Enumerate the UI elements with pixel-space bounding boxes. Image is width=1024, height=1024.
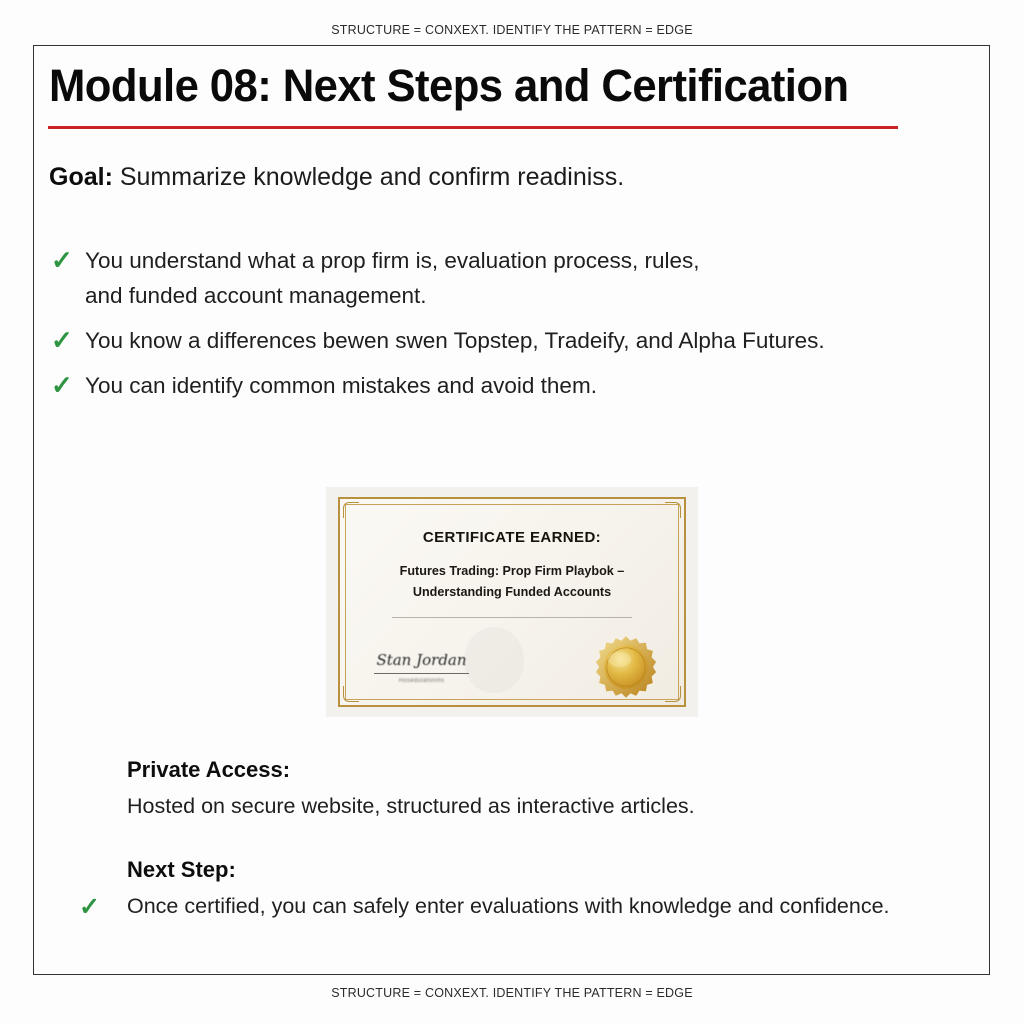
list-item-line-1: You understand what a prop firm is, evaluation process, rules, [85, 248, 700, 273]
certificate-course-title [366, 561, 658, 603]
goal-text: Summarize knowledge and confirm readiniss. [112, 163, 625, 191]
list-item-line-2: and funded account management. [85, 283, 427, 308]
checklist [49, 243, 939, 413]
certificate-corner-top-right [665, 502, 681, 518]
page-title: Module 08: Next Steps and Certification [49, 60, 849, 111]
private-access-section [127, 757, 927, 821]
check-icon: ✓ [51, 325, 73, 355]
next-step-body: Once certified, you can safely enter evaluations with knowledge and confidence. [127, 894, 890, 918]
certificate-corner-bottom-right [665, 686, 681, 702]
certificate-watermark [464, 627, 524, 693]
certificate-divider [392, 617, 632, 618]
list-item [49, 243, 939, 313]
list-item-line-1: You can identify common mistakes and avoid them. [85, 373, 597, 398]
list-item-text [85, 323, 825, 358]
check-icon: ✓ [51, 245, 73, 275]
list-item [49, 323, 939, 358]
signature-caption: Hosedulafonms [398, 678, 445, 684]
next-step-heading: Next Step: [127, 857, 236, 882]
title-underline-rule [48, 126, 898, 129]
check-icon: ✓ [79, 893, 100, 921]
check-icon: ✓ [51, 370, 73, 400]
private-access-body: Hosted on secure website, structured as interactive articles. [127, 794, 695, 818]
running-footer: STRUCTURE = CONXEXT. IDENTIFY THE PATTERN = EDGE [331, 986, 693, 1000]
list-item-text [85, 368, 597, 403]
goal-label: Goal: [49, 163, 113, 191]
private-access-heading: Private Access: [127, 757, 291, 782]
certificate-course-line-1: Futures Trading: Prop Firm Playbok – [399, 564, 625, 578]
running-header: STRUCTURE = CONXEXT. IDENTIFY THE PATTERN = EDGE [331, 23, 693, 37]
list-item-text [85, 243, 700, 313]
certificate-heading: CERTIFICATE EARNED: [422, 529, 602, 546]
certificate-corner-top-left [343, 502, 359, 518]
certificate-card [338, 497, 686, 707]
certificate-signature-block [374, 651, 469, 684]
signature-mark: Stan Jordan [376, 651, 467, 669]
certificate-corner-bottom-left [343, 686, 359, 702]
list-item [49, 368, 939, 403]
list-item-line-1: You know a differences bewen swen Topstep, Tradeify, and Alpha Futures. [85, 328, 825, 353]
certificate-course-line-2: Understanding Funded Accounts [412, 585, 612, 599]
signature-line [374, 673, 469, 674]
gold-seal-icon [594, 635, 658, 699]
next-step-section [79, 857, 957, 921]
next-step-row [79, 891, 957, 921]
certificate-image [326, 487, 698, 717]
goal-line [49, 163, 624, 192]
